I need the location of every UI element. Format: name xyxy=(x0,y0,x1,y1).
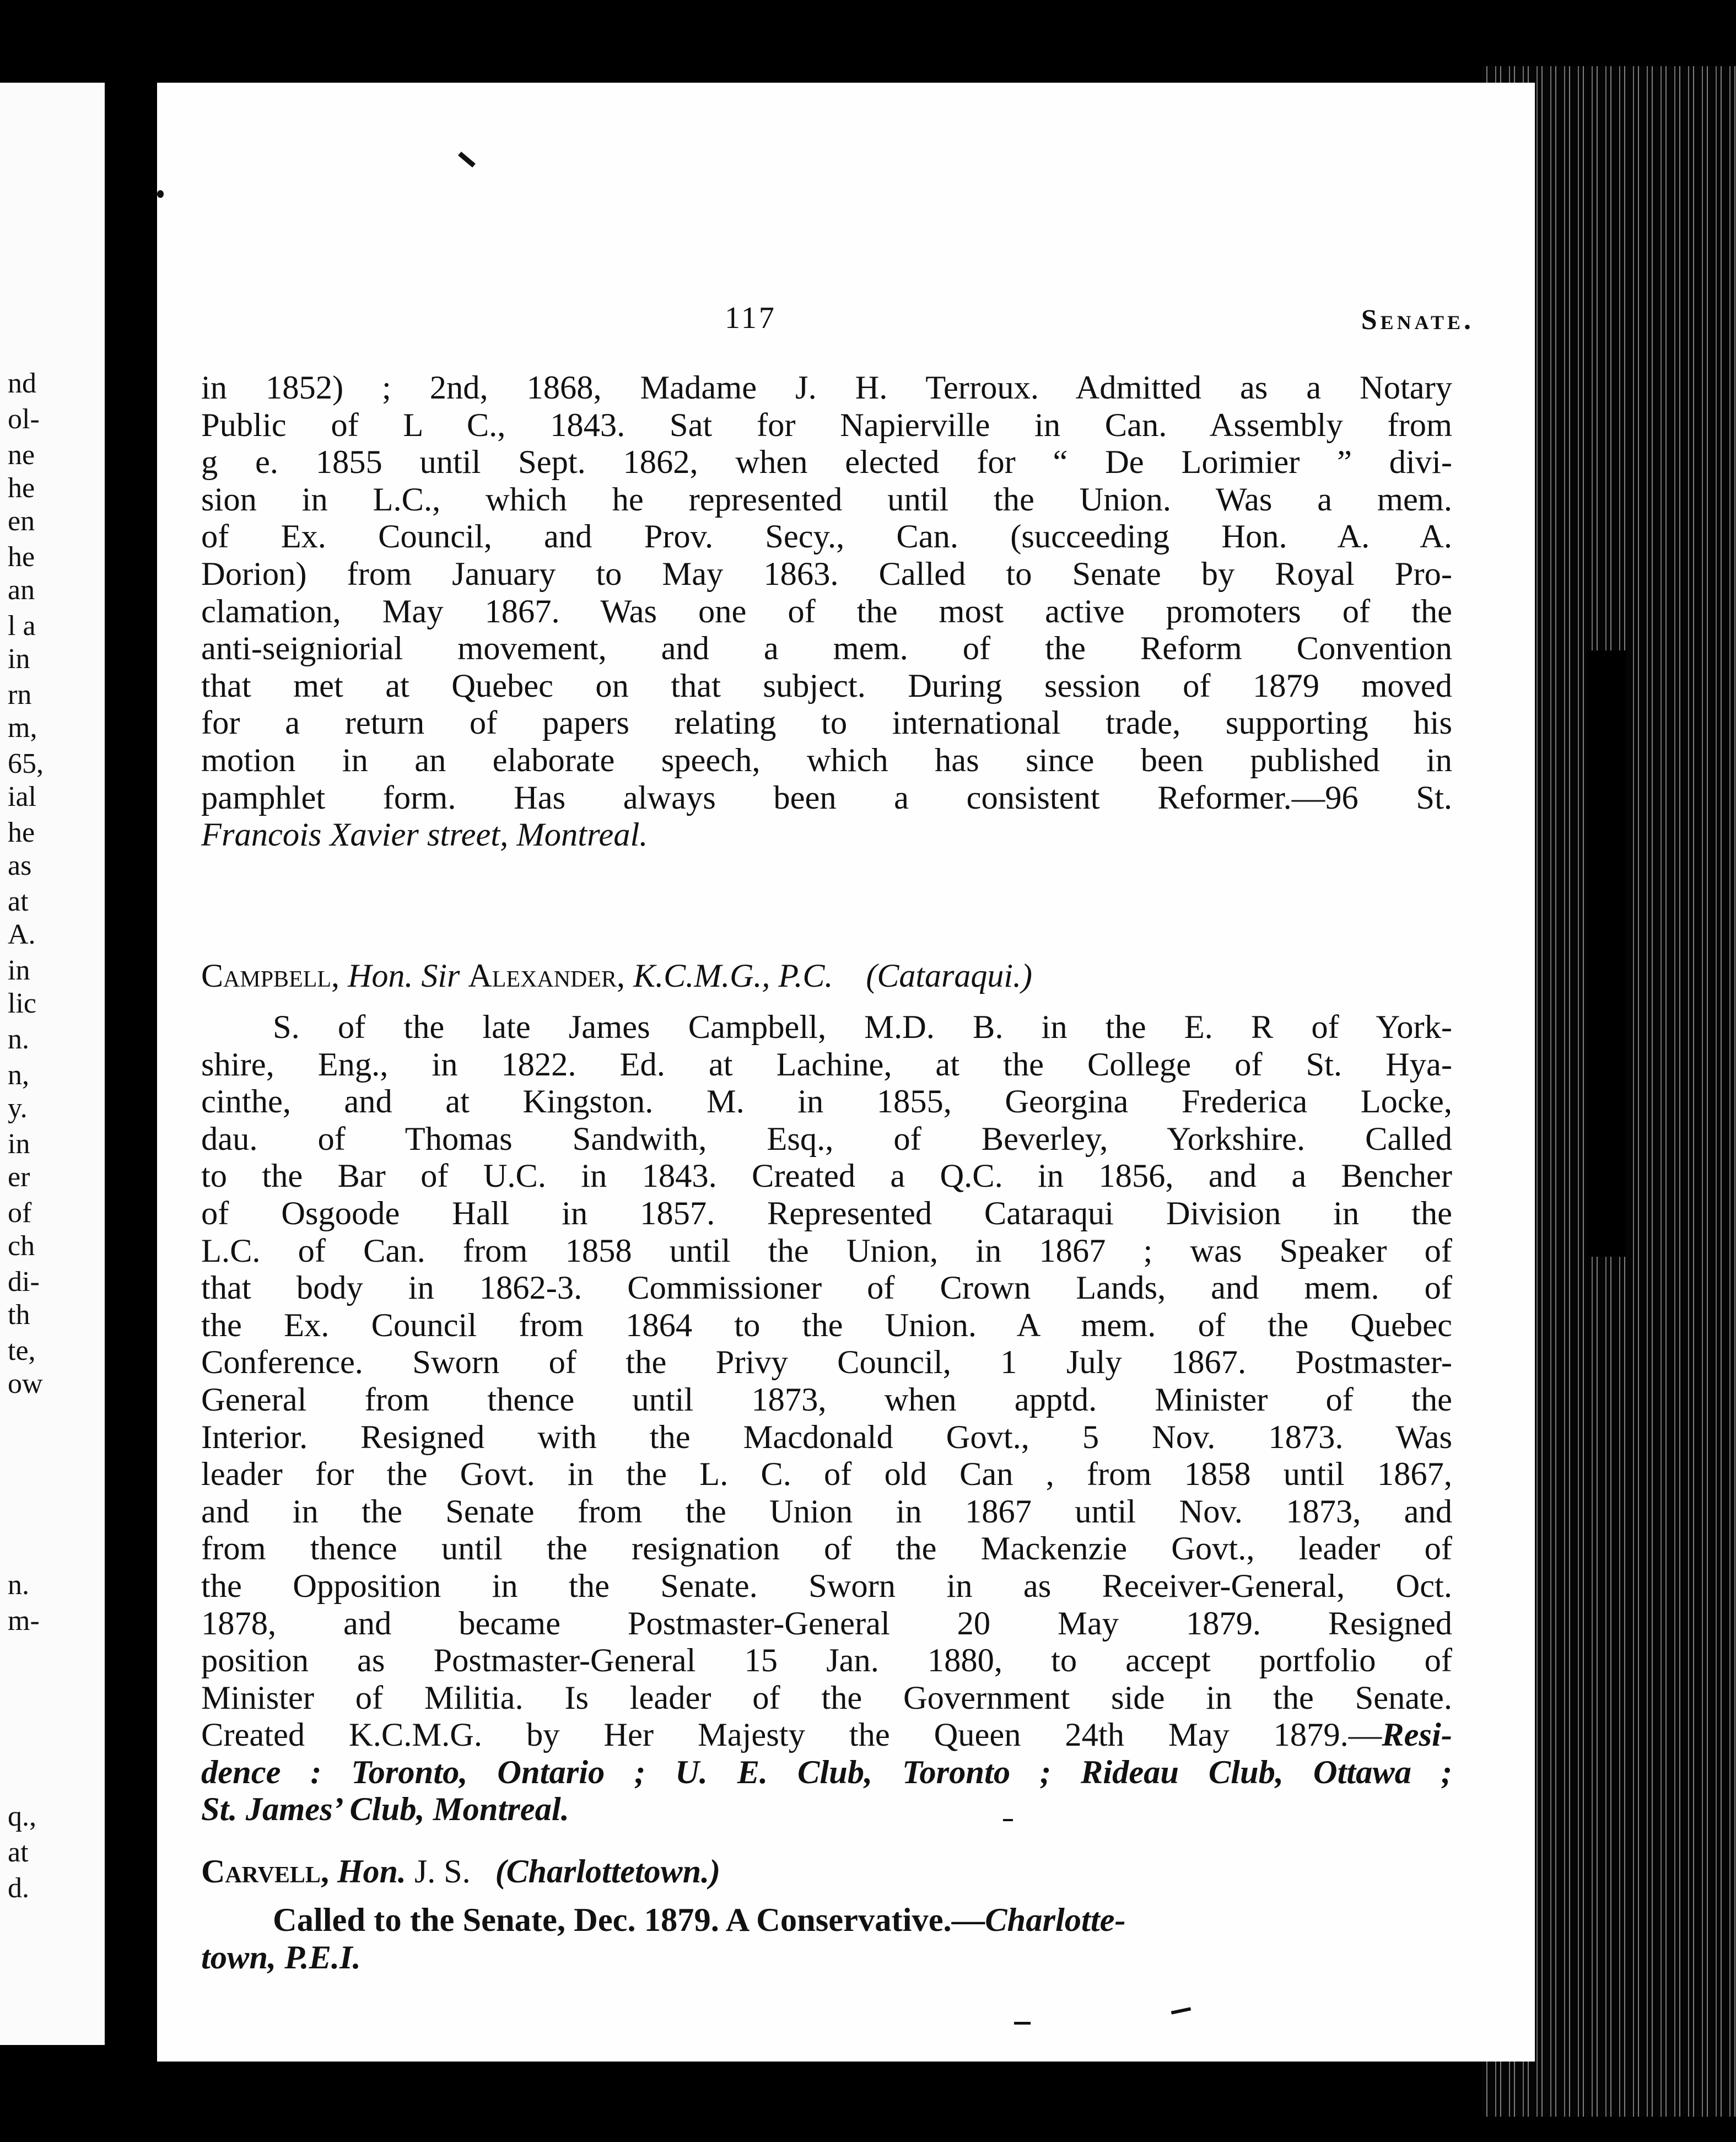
margin-text-fragment: n. xyxy=(8,1569,29,1601)
text-line: from thence until the resignation of the Mackenzie Govt., leader of xyxy=(201,1530,1452,1568)
text-line: of Osgoode Hall in 1857. Represented Cataraqui Division in the xyxy=(201,1194,1452,1232)
margin-text-fragment: d. xyxy=(8,1872,29,1904)
text-line: and in the Senate from the Union in 1867 until Nov. 1873, and xyxy=(201,1493,1452,1530)
margin-text-fragment: ow xyxy=(8,1368,43,1400)
text-line: pamphlet form. Has always been a consistent Reformer.—96 St. xyxy=(201,779,1452,816)
margin-text-fragment: of xyxy=(8,1197,32,1229)
text-line: Minister of Militia. Is leader of the Government side in the Senate. xyxy=(201,1679,1452,1716)
text-line: leader for the Govt. in the L. C. of old Can , from 1858 until 1867, xyxy=(201,1456,1452,1493)
ink-speck xyxy=(1003,1819,1013,1821)
margin-text-fragment: in xyxy=(8,1128,30,1160)
address-line: Francois Xavier street, Montreal. xyxy=(201,816,648,854)
page-gutter xyxy=(105,83,157,2045)
spine-shadow xyxy=(1587,650,1626,1257)
entry-carvell xyxy=(201,1902,1452,1976)
text-line: sion in L.C., which he represented until the Union. Was a mem. xyxy=(201,481,1452,518)
margin-text-fragment: he xyxy=(8,541,35,573)
entry-campbell xyxy=(201,1009,1452,1828)
text-line: anti-seigniorial movement, and a mem. of the Reform Convention xyxy=(201,630,1452,668)
text-line: dau. of Thomas Sandwith, Esq., of Beverley, Yorkshire. Called xyxy=(201,1120,1452,1158)
title: Hon. xyxy=(348,957,413,994)
text-line: to the Bar of U.C. in 1843. Created a Q.C. in 1856, and a Bencher xyxy=(201,1158,1452,1195)
entry-heading-carvell xyxy=(201,1852,1452,1891)
ink-speck xyxy=(458,152,476,168)
margin-text-fragment: m, xyxy=(8,712,37,744)
margin-text-fragment: te, xyxy=(8,1335,36,1366)
adjacent-page-fragment xyxy=(0,83,105,2045)
margin-text-fragment: rn xyxy=(8,679,32,711)
text-line: cinthe, and at Kingston. M. in 1855, Georgina Frederica Locke, xyxy=(201,1083,1452,1121)
margin-text-fragment: A. xyxy=(8,919,36,950)
margin-text-fragment: nd xyxy=(8,368,36,399)
constituency: (Charlottetown.) xyxy=(495,1853,721,1890)
margin-text-fragment: he xyxy=(8,472,35,504)
margin-text-fragment: he xyxy=(8,817,35,848)
given-name: J. S. xyxy=(414,1853,471,1890)
text-line: Public of L C., 1843. Sat for Napierville in Can. Assembly from xyxy=(201,406,1452,444)
title: Sir xyxy=(421,957,460,994)
honours: K.C.M.G., P.C. xyxy=(633,957,833,994)
margin-text-fragment: lic xyxy=(8,988,36,1019)
ink-speck xyxy=(157,190,164,198)
margin-text-fragment: ne xyxy=(8,439,35,471)
text-line: General from thence until 1873, when apptd. Minister of the xyxy=(201,1381,1452,1418)
page-header xyxy=(157,300,1535,345)
text-line: Conference. Sworn of the Privy Council, 1 July 1867. Postmaster- xyxy=(201,1344,1452,1381)
ink-speck xyxy=(1171,2007,1191,2014)
margin-text-fragment: l a xyxy=(8,610,36,642)
text-line: for a return of papers relating to international trade, supporting his xyxy=(201,704,1452,742)
text-line: Created K.C.M.G. by Her Majesty the Queen 24th May 1879.—Resi- xyxy=(201,1716,1452,1754)
margin-text-fragment: m- xyxy=(8,1605,40,1637)
margin-text-fragment: 65, xyxy=(8,748,44,779)
margin-text-fragment: ch xyxy=(8,1230,35,1262)
margin-text-fragment: th xyxy=(8,1299,30,1331)
text-line: shire, Eng., in 1822. Ed. at Lachine, at the College of St. Hya- xyxy=(201,1046,1452,1083)
text-line: 1878, and became Postmaster-General 20 May 1879. Resigned xyxy=(201,1605,1452,1642)
margin-text-fragment: at xyxy=(8,1837,29,1868)
constituency: (Cataraqui.) xyxy=(866,957,1033,994)
text-line: that body in 1862-3. Commissioner of Crown Lands, and mem. of xyxy=(201,1269,1452,1307)
margin-text-fragment: ol- xyxy=(8,403,40,435)
text-line: of Ex. Council, and Prov. Secy., Can. (succeeding Hon. A. A. xyxy=(201,518,1452,556)
margin-text-fragment: an xyxy=(8,574,35,606)
text-line: in 1852) ; 2nd, 1868, Madame J. H. Terroux. Admitted as a Notary xyxy=(201,369,1452,406)
margin-text-fragment: y. xyxy=(8,1092,28,1124)
surname: Carvell, xyxy=(201,1853,329,1890)
running-head: Senate. xyxy=(1361,304,1474,336)
margin-text-fragment: q., xyxy=(8,1801,36,1832)
text-line: L.C. of Can. from 1858 until the Union, in 1867 ; was Speaker of xyxy=(201,1232,1452,1269)
surname: Campbell, xyxy=(201,957,340,994)
text-line: that met at Quebec on that subject. During session of 1879 moved xyxy=(201,667,1452,704)
book-page xyxy=(157,83,1535,2062)
text-line: Dorion) from January to May 1863. Called to Senate by Royal Pro- xyxy=(201,555,1452,593)
margin-text-fragment: di- xyxy=(8,1266,40,1298)
text-line: Interior. Resigned with the Macdonald Govt., 5 Nov. 1873. Was xyxy=(201,1418,1452,1456)
margin-text-fragment: er xyxy=(8,1161,30,1193)
margin-text-fragment: n, xyxy=(8,1059,29,1091)
given-name: Alexander, xyxy=(468,957,626,994)
text-line: S. of the late James Campbell, M.D. B. in the E. R of York- xyxy=(273,1009,1452,1046)
margin-text-fragment: in xyxy=(8,955,30,986)
text-line: g e. 1855 until Sept. 1862, when elected for “ De Lorimier ” divi- xyxy=(201,444,1452,481)
text-line: the Opposition in the Senate. Sworn in as Receiver-General, Oct. xyxy=(201,1567,1452,1605)
text-line: the Ex. Council from 1864 to the Union. A mem. of the Quebec xyxy=(201,1306,1452,1344)
margin-text-fragment: as xyxy=(8,850,32,881)
text-line: town, P.E.I. xyxy=(201,1939,361,1976)
text-line: position as Postmaster-General 15 Jan. 1880, to accept portfolio of xyxy=(201,1642,1452,1680)
address-line: dence : Toronto, Ontario ; U. E. Club, Toronto ; Rideau Club, Ottawa ; xyxy=(201,1753,1452,1791)
address-line: St. James’ Club, Montreal. xyxy=(201,1791,569,1828)
text-line: motion in an elaborate speech, which has since been published in xyxy=(201,741,1452,779)
text-line: clamation, May 1867. Was one of the most active promoters of the xyxy=(201,593,1452,630)
entry-terroux xyxy=(201,369,1452,854)
margin-text-fragment: n. xyxy=(8,1024,29,1055)
entry-heading-campbell xyxy=(201,956,1452,995)
page-number: 117 xyxy=(725,301,777,335)
title: Hon. xyxy=(337,1853,406,1890)
margin-text-fragment: ial xyxy=(8,781,36,812)
margin-text-fragment: at xyxy=(8,886,29,917)
text-line: Called to the Senate, Dec. 1879. A Conservative.—Charlotte- xyxy=(273,1902,1126,1939)
margin-text-fragment: en xyxy=(8,505,35,537)
ink-speck xyxy=(1014,2022,1031,2025)
margin-text-fragment: in xyxy=(8,643,30,675)
